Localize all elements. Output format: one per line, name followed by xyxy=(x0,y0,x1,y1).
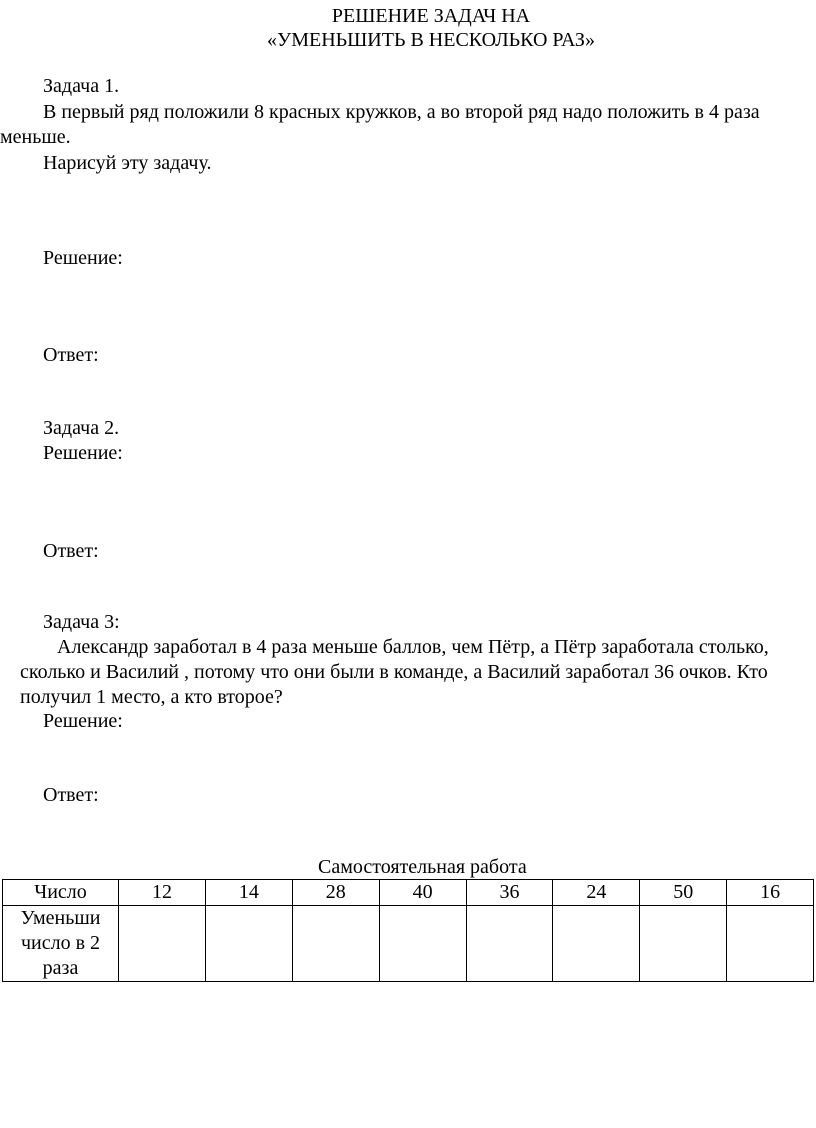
row-label-halve-line1: Уменьши xyxy=(20,907,101,929)
task2-heading: Задача 2. xyxy=(43,417,120,439)
row-label-halve-line3: раза xyxy=(42,957,79,979)
row-label-number: Число xyxy=(3,880,119,906)
answer-cell[interactable] xyxy=(292,906,379,982)
page-title-line2: «УМЕНЬШИТЬ В НЕСКОЛЬКО РАЗ» xyxy=(267,29,595,51)
table-row-answers xyxy=(3,906,814,982)
number-cell: 12 xyxy=(119,880,206,906)
task3-solution-label: Решение: xyxy=(43,710,123,732)
task1-solution-label: Решение: xyxy=(43,247,123,269)
number-cell: 50 xyxy=(640,880,727,906)
answer-cell[interactable] xyxy=(553,906,640,982)
task2-answer-label: Ответ: xyxy=(43,540,99,562)
task3-heading: Задача 3: xyxy=(43,611,120,633)
answer-cell[interactable] xyxy=(205,906,292,982)
answer-cell[interactable] xyxy=(727,906,814,982)
task2-solution-label: Решение: xyxy=(43,442,123,464)
number-cell: 28 xyxy=(292,880,379,906)
independent-work-title: Самостоятельная работа xyxy=(318,856,527,878)
page-title-line1: РЕШЕНИЕ ЗАДАЧ НА xyxy=(331,5,531,27)
task1-instruction: Нарисуй эту задачу. xyxy=(43,152,212,174)
row-label-halve-line2: число в 2 xyxy=(20,932,101,954)
answer-cell[interactable] xyxy=(640,906,727,982)
task1-heading: Задача 1. xyxy=(43,75,120,97)
task1-text-line1: В первый ряд положили 8 красных кружков, а во второй ряд надо положить в 4 раза xyxy=(43,101,760,123)
independent-work-table xyxy=(2,879,814,982)
number-cell: 24 xyxy=(553,880,640,906)
number-cell: 16 xyxy=(727,880,814,906)
row-label-halve xyxy=(3,906,119,982)
task3-text-line2: сколько и Василий , потому что они были в команде, а Василий заработал 36 очков. Кто xyxy=(20,661,768,683)
answer-cell[interactable] xyxy=(379,906,466,982)
task3-text-line3: получил 1 место, а кто второе? xyxy=(20,686,283,708)
answer-cell[interactable] xyxy=(466,906,553,982)
task3-answer-label: Ответ: xyxy=(43,784,99,806)
number-cell: 36 xyxy=(466,880,553,906)
answer-cell[interactable] xyxy=(119,906,206,982)
table-row-numbers xyxy=(3,880,814,906)
number-cell: 14 xyxy=(205,880,292,906)
number-cell: 40 xyxy=(379,880,466,906)
task1-text-line2: меньше. xyxy=(0,126,71,148)
task3-text-line1: Александр заработал в 4 раза меньше баллов, чем Пётр, а Пётр заработала столько, xyxy=(57,636,769,658)
task1-answer-label: Ответ: xyxy=(43,344,99,366)
